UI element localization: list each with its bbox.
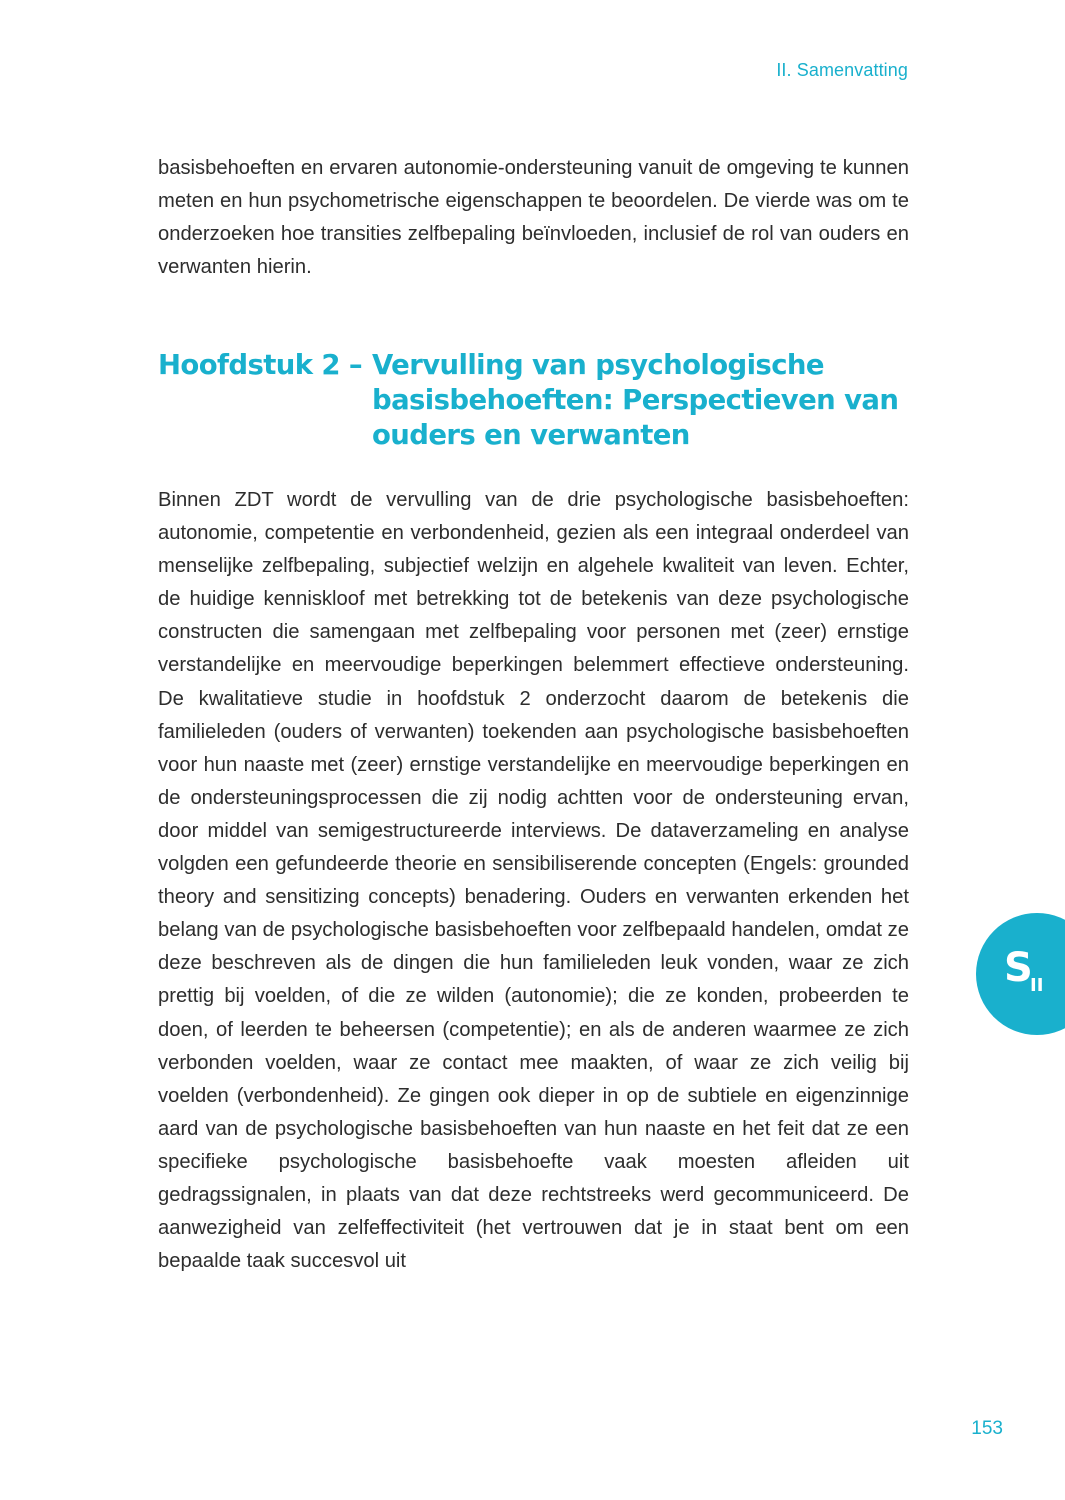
section-tab-subscript: II (1030, 975, 1044, 996)
section-tab[interactable] (976, 913, 1065, 1035)
body-paragraph: Binnen ZDT wordt de vervulling van de drie psychologische basisbehoeften: autonomie, competentie en verbondenheid, gezien als een integraal onderdeel van menselijke zelfbepaling, subjectief welzijn en algehele kwaliteit van leven. Echter, de huidige kenniskloof met betrekking tot de betekenis van deze psychologische constructen die samengaan met zelfbepaling voor personen met (zeer) ernstige verstandelijke en meervoudige beperkingen belemmert effectieve ondersteuning. De kwalitatieve studie in hoofdstuk 2 onderzocht daarom de betekenis die familieleden (ouders of verwanten) toekenden aan psychologische basisbehoeften voor hun naaste met (zeer) ernstige verstandelijke en meervoudige beperkingen en de ondersteuningsprocessen die zij nodig achtten voor de ondersteuning ervan, door middel van semigestructureerde interviews. De dataverzameling en analyse volgden een gefundeerde theorie en sensibiliserende concepten (Engels: grounded theory and sensitizing concepts) benadering. Ouders en verwanten erkenden het belang van de psychologische basisbehoeften voor zelfbepaald handelen, omdat ze deze beschreven als de dingen die hun familieleden leuk vonden, waar ze zich prettig bij voelden, of die ze wilden (autonomie); die ze konden, probeerden te doen, of leerden te beheersen (competentie); en als de anderen waarmee ze zich verbonden voelden, waar ze contact mee maakten, of waar ze zich veilig bij voelden (verbondenheid). Ze gingen ook dieper in op de subtiele en eigenzinnige aard van de psychologische basisbehoeften van hun naaste en het feit dat ze een specifieke psychologische basisbehoefte vaak moesten afleiden uit gedragssignalen, in plaats van dat deze rechtstreeks werd gecommuniceerd. De aanwezigheid van zelfeffectiviteit (het vertrouwen dat je in staat bent om een bepaalde taak succesvol uit (158, 489, 909, 1273)
chapter-heading (158, 348, 918, 453)
page-number: 153 (971, 1418, 1003, 1439)
section-tab-letter: S (1004, 945, 1033, 991)
chapter-label: Hoofdstuk 2 – (158, 349, 363, 381)
intro-paragraph: basisbehoeften en ervaren autonomie-ondersteuning vanuit de omgeving te kunnen meten en hun psychometrische eigenschappen te beoordelen. De vierde was om te onderzoeken hoe transities zelfbepaling beïnvloeden, inclusief de rol van ouders en verwanten hierin. (158, 157, 909, 279)
chapter-title: Vervulling van psychologische basisbehoeften: Perspectieven van ouders en verwanten (372, 349, 899, 451)
running-header: II. Samenvatting (776, 60, 908, 80)
